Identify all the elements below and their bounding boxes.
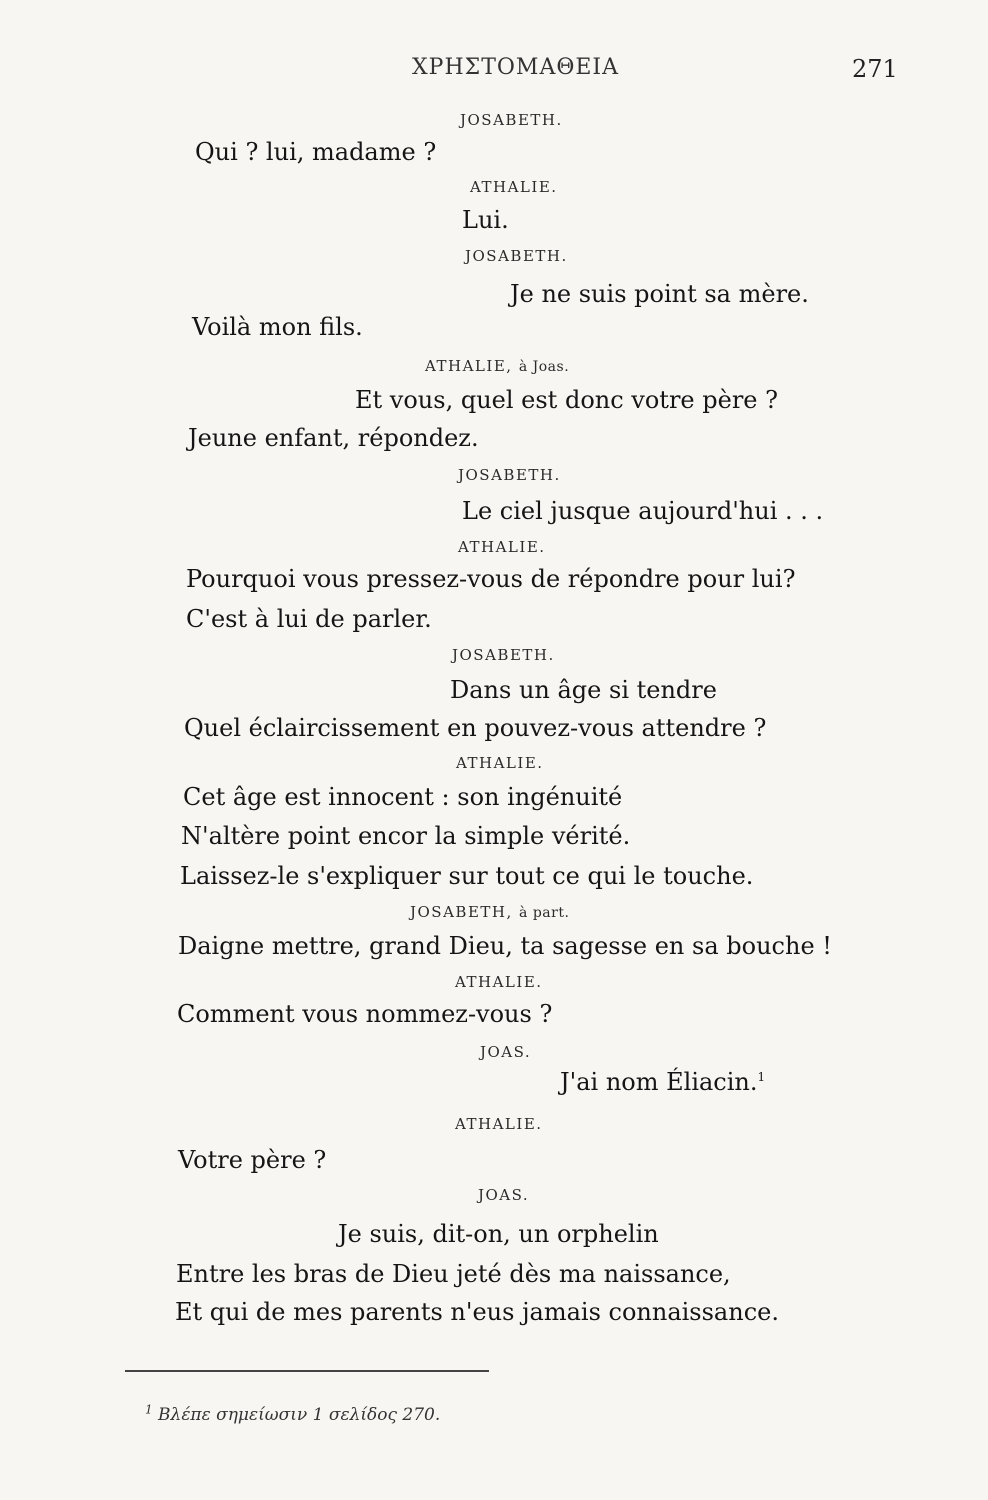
verse-line: Qui ? lui, madame ?	[195, 138, 437, 166]
speaker-name: JOSABETH.	[460, 111, 563, 129]
verse-line: Et vous, quel est donc votre père ?	[355, 386, 778, 414]
speaker-name: JOAS.	[480, 1043, 532, 1061]
verse-line: C'est à lui de parler.	[186, 605, 432, 633]
verse-line: Lui.	[462, 206, 509, 234]
verse-line: Quel éclaircissement en pouvez-vous attendre ?	[184, 714, 767, 742]
stage-direction: à part.	[519, 905, 570, 921]
verse-line	[560, 1068, 765, 1096]
verse-line: Je suis, dit-on, un orphelin	[338, 1220, 659, 1248]
verse-line: Votre père ?	[178, 1146, 327, 1174]
page-number: 271	[852, 55, 898, 83]
verse-line: Jeune enfant, répondez.	[188, 424, 479, 452]
footnote-divider	[125, 1370, 489, 1372]
verse-line: Je ne suis point sa mère.	[510, 280, 809, 308]
speaker-label: JOSABETH,	[410, 903, 513, 921]
verse-line: Le ciel jusque aujourd'hui . . .	[462, 497, 824, 525]
verse-line: Entre les bras de Dieu jeté dès ma naissance,	[176, 1260, 731, 1288]
speaker-name: JOSABETH.	[452, 646, 555, 664]
verse-line: Dans un âge si tendre	[450, 676, 717, 704]
verse-line: Pourquoi vous pressez-vous de répondre pour lui?	[186, 565, 796, 593]
speaker-name: ATHALIE.	[455, 973, 543, 991]
speaker-name: ATHALIE.	[455, 1115, 543, 1133]
footnote-marker: 1	[145, 1402, 153, 1417]
verse-line: Daigne mettre, grand Dieu, ta sagesse en sa bouche !	[178, 932, 832, 960]
speaker-name	[425, 357, 569, 375]
speaker-name: JOSABETH.	[458, 466, 561, 484]
footnote	[145, 1402, 441, 1425]
speaker-name: ATHALIE.	[456, 754, 544, 772]
verse-text: J'ai nom Éliacin.	[560, 1068, 758, 1096]
stage-direction: à Joas.	[518, 359, 570, 375]
speaker-name: ATHALIE.	[470, 178, 558, 196]
speaker-name: JOAS.	[478, 1186, 530, 1204]
speaker-name: JOSABETH.	[465, 247, 568, 265]
footnote-reference: 1	[757, 1070, 766, 1084]
speaker-name	[410, 903, 569, 921]
footnote-text: Βλέπε σημείωσιν 1 σελίδος 270.	[158, 1405, 441, 1425]
verse-line: Cet âge est innocent : son ingénuité	[183, 783, 623, 811]
verse-line: Laissez-le s'expliquer sur tout ce qui le touche.	[180, 862, 754, 890]
speaker-label: ATHALIE,	[425, 357, 513, 375]
verse-line: Comment vous nommez-vous ?	[177, 1000, 553, 1028]
verse-line: N'altère point encor la simple vérité.	[181, 822, 631, 850]
verse-line: Voilà mon fils.	[192, 313, 363, 341]
speaker-name: ATHALIE.	[458, 538, 546, 556]
running-header-title: ΧΡΗΣΤΟΜΑΘΕΙΑ	[412, 55, 620, 80]
verse-line: Et qui de mes parents n'eus jamais connaissance.	[175, 1298, 779, 1326]
